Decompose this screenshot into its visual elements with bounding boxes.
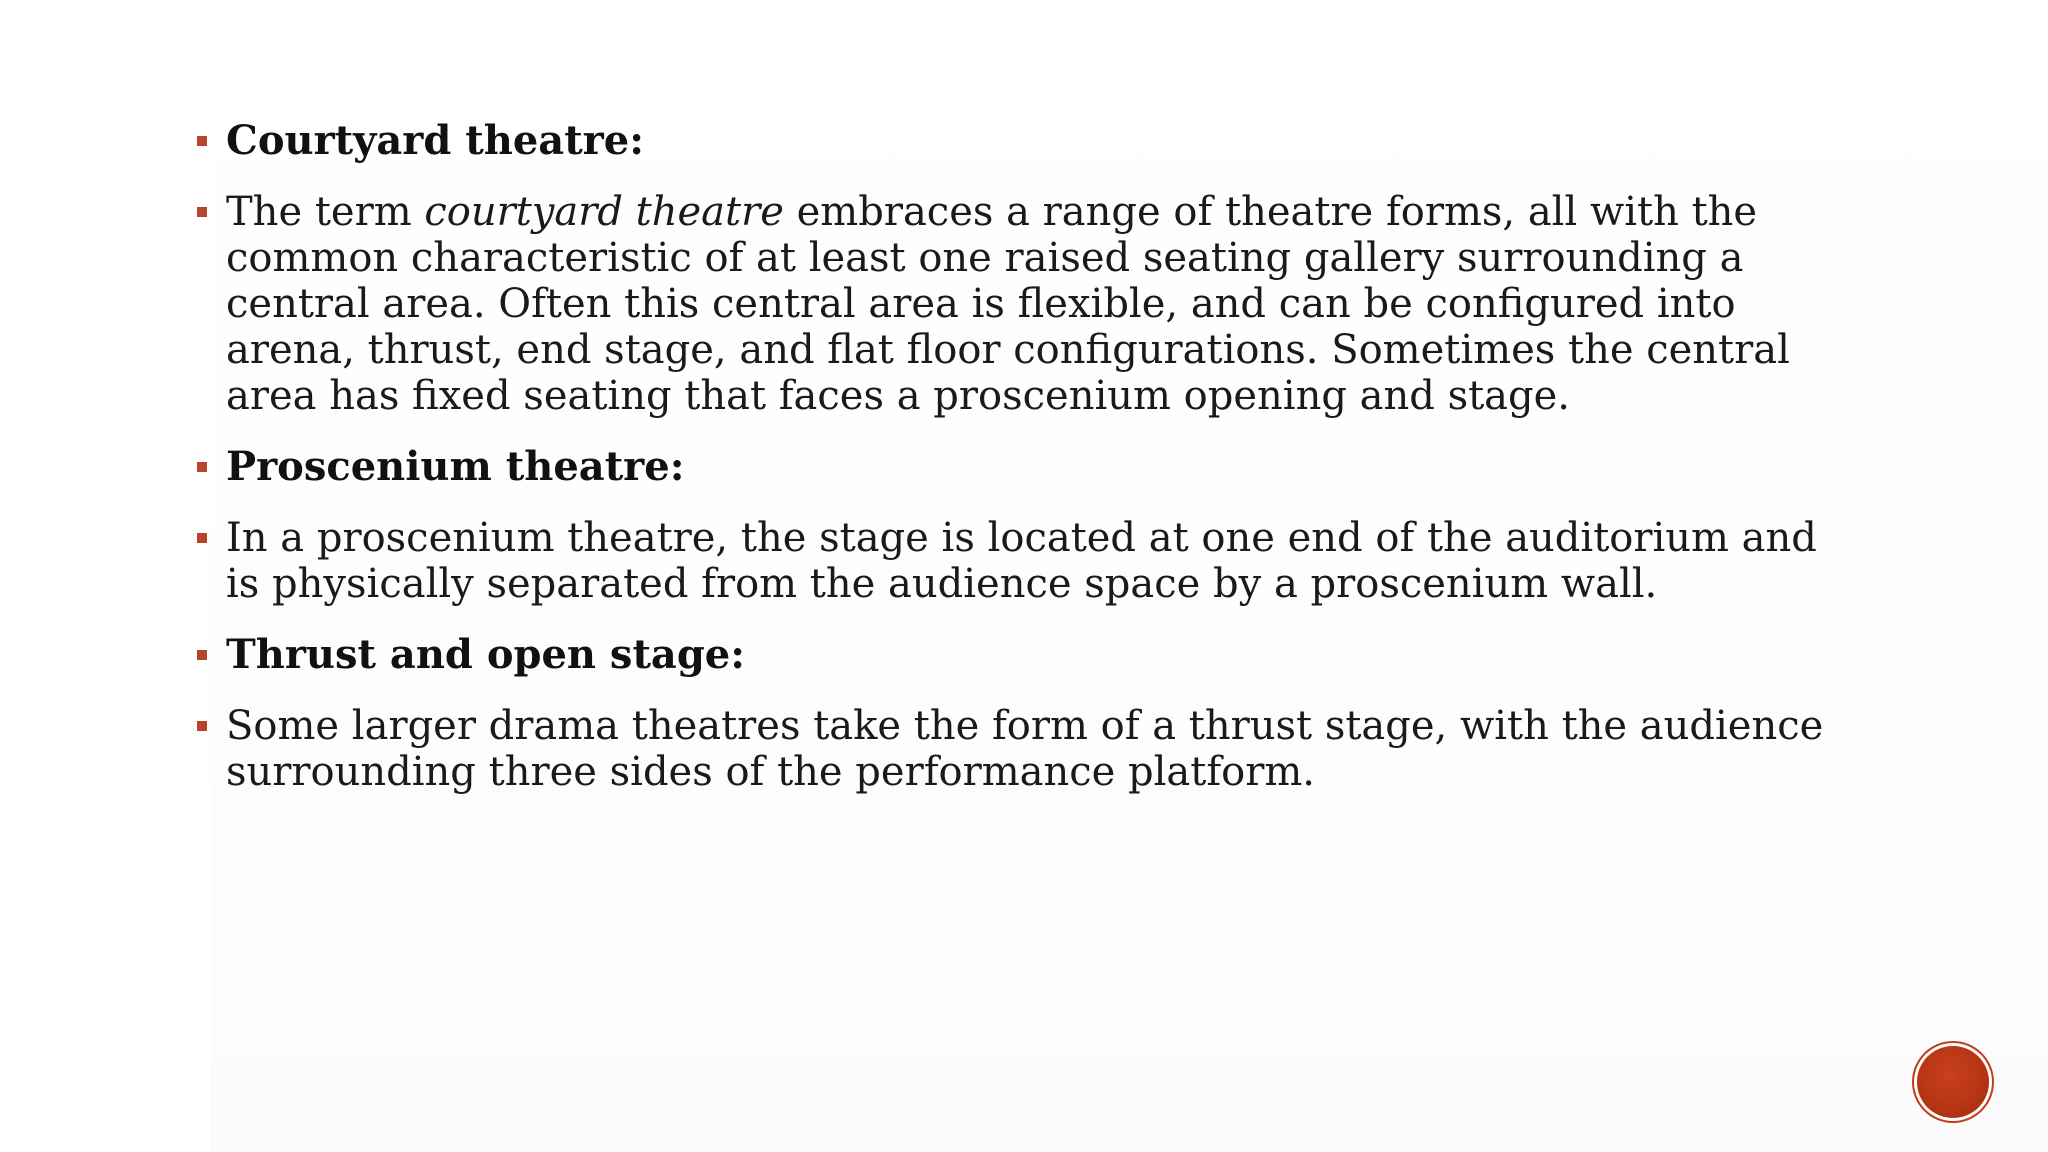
bullet-body-courtyard: [195, 189, 1855, 419]
square-bullet-icon: [197, 136, 207, 146]
heading-text: Proscenium theatre:: [226, 443, 685, 490]
square-bullet-icon: [197, 721, 207, 731]
square-bullet-icon: [197, 462, 207, 472]
bullet-list: [195, 118, 1855, 820]
body-text-emphasis: courtyard theatre: [424, 189, 784, 235]
body-text-before: The term: [226, 189, 425, 235]
bullet-heading-thrust: [195, 632, 1855, 678]
heading-text: Courtyard theatre:: [226, 117, 644, 164]
square-bullet-icon: [197, 533, 207, 543]
bullet-body-thrust: [195, 703, 1855, 795]
square-bullet-icon: [197, 650, 207, 660]
square-bullet-icon: [197, 207, 207, 217]
body-text: In a proscenium theatre, the stage is located at one end of the auditorium and is physically separated from the audience space by a proscenium wall.: [226, 515, 1817, 607]
bullet-heading-courtyard: [195, 118, 1855, 164]
body-text: Some larger drama theatres take the form of a thrust stage, with the audience surrounding three sides of the performance platform.: [226, 703, 1824, 795]
bullet-heading-proscenium: [195, 444, 1855, 490]
next-slide-button[interactable]: [1917, 1046, 1989, 1118]
body-text-after: embraces a range of theatre forms, all with the common characteristic of at least one raised seating gallery surrounding a central area. Often this central area is flexible, and can be configured into arena, thrust, end stage, and flat floor configurations. Sometimes the central area has fixed seating that faces a proscenium opening and stage.: [226, 189, 1790, 419]
bullet-body-proscenium: [195, 515, 1855, 607]
heading-text: Thrust and open stage:: [226, 631, 746, 678]
